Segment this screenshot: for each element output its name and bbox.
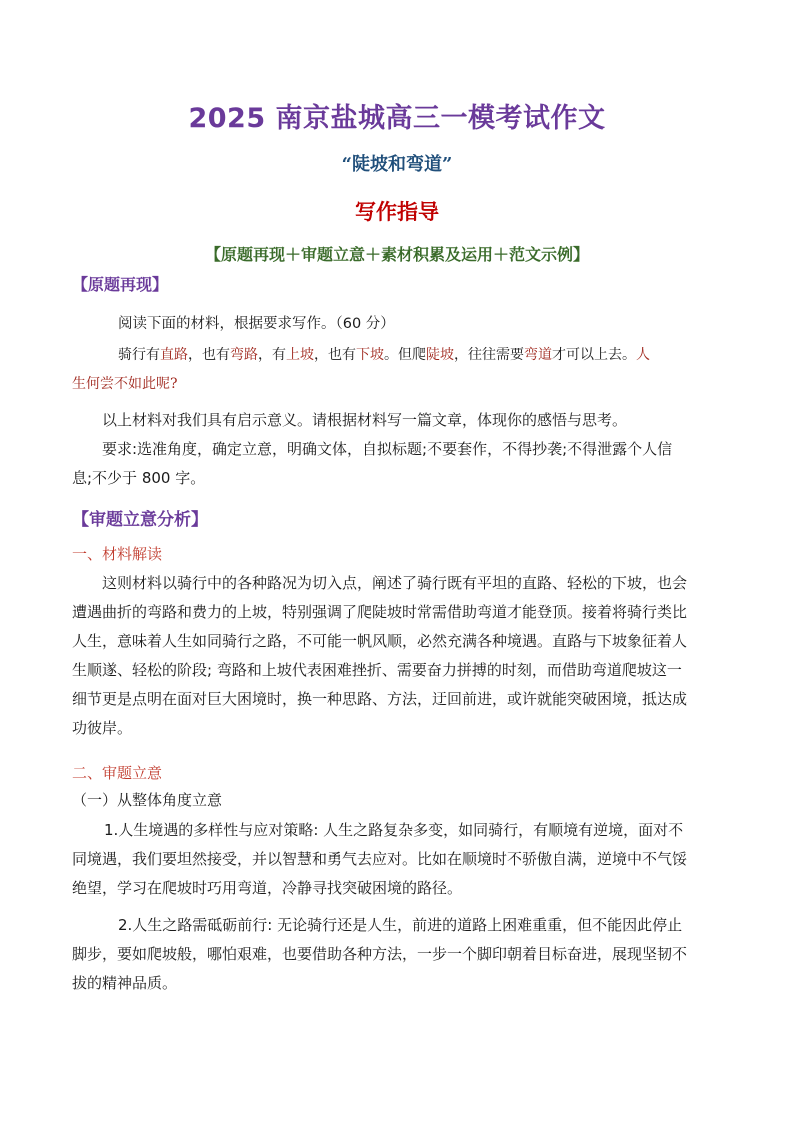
material-seg: 人 [636, 347, 650, 363]
overall-angle-subtitle: （一）从整体角度立意 [72, 791, 223, 809]
material-seg: ，有 [258, 347, 286, 363]
material-seg: 下坡 [356, 347, 384, 363]
point-2-line: 脚步，要如爬坡般，哪怕艰难，也要借助各种方法，一步一个脚印朝着目标奋进，展现坚韧不 [72, 945, 688, 963]
prompt-text: 以上材料对我们具有启示意义。请根据材料写一篇文章，体现你的感悟与思考。 [102, 411, 628, 429]
original-question-heading: 【原题再现】 [72, 275, 169, 294]
material-interpretation-title: 一、材料解读 [72, 545, 163, 563]
point-2-line: 2.人生之路需砥砺前行: 无论骑行还是人生，前进的道路上困难重重，但不能因此停止 [118, 916, 683, 934]
interpretation-line: 遭遇曲折的弯路和费力的上坡，特别强调了爬陡坡时常需借助弯道才能登顶。接着将骑行类比 [72, 603, 688, 621]
material-seg: 直路 [160, 347, 188, 363]
point-2-line: 拔的精神品质。 [72, 974, 178, 992]
point-1-line: 1.人生境遇的多样性与应对策略: 人生之路复杂多变，如同骑行，有顺境有逆境，面对不 [104, 821, 684, 839]
material-seg: 上坡 [286, 347, 314, 363]
interpretation-line: 人生，意味着人生如同骑行之路，不可能一帆风顺，必然充满各种境遇。直路与下坡象征着人 [72, 632, 688, 650]
point-1-line: 绝望，学习在爬坡时巧用弯道，冷静寻找突破困境的路径。 [72, 879, 463, 897]
requirements-line-2: 息;不少于 800 字。 [72, 469, 206, 487]
analysis-heading: 【审题立意分析】 [72, 510, 208, 530]
material-seg: 才可以上去。 [552, 347, 636, 363]
point-1-line: 同境遇，我们要坦然接受，并以智慧和勇气去应对。比如在顺境时不骄傲自满，逆境中不气馁 [72, 850, 688, 868]
material-seg: ，往往需要 [454, 347, 524, 363]
material-line-1 [118, 341, 724, 370]
material-seg: 弯道 [524, 347, 552, 363]
instruction-text: 阅读下面的材料，根据要求写作。（60 分） [118, 316, 395, 332]
document-subtitle: “陡坡和弯道” [341, 154, 453, 175]
interpretation-line: 这则材料以骑行中的各种路况为切入点，阐述了骑行既有平坦的直路、轻松的下坡，也会 [102, 574, 688, 592]
material-seg: ，也有 [188, 347, 230, 363]
document-title: 2025 南京盐城高三一模考试作文 [188, 103, 606, 134]
theme-title: 二、审题立意 [72, 764, 163, 782]
material-seg: 骑行有 [118, 347, 160, 363]
interpretation-line: 细节更是点明在面对巨大困境时，换一种思路、方法，迂回前进，或许就能突破困境，抵达成 [72, 690, 688, 708]
material-seg: 陡坡 [426, 347, 454, 363]
material-seg: 弯路 [230, 347, 258, 363]
sections-overview: 【原题再现＋审题立意＋素材积累及运用＋范文示例】 [204, 245, 589, 264]
writing-guide-heading: 写作指导 [355, 200, 439, 224]
interpretation-line: 生顺遂、轻松的阶段; 弯路和上坡代表困难挫折、需要奋力拼搏的时刻，而借助弯道爬坡这一 [72, 661, 682, 679]
material-seg: ，也有 [314, 347, 356, 363]
material-seg: 。但爬 [384, 347, 426, 363]
requirements-line-1: 要求:选准角度，确定立意，明确文体，自拟标题;不要套作，不得抄袭;不得泄露个人信 [102, 440, 673, 458]
material-line-2: 生何尝不如此呢? [72, 376, 178, 392]
interpretation-line: 功彼岸。 [72, 719, 133, 737]
